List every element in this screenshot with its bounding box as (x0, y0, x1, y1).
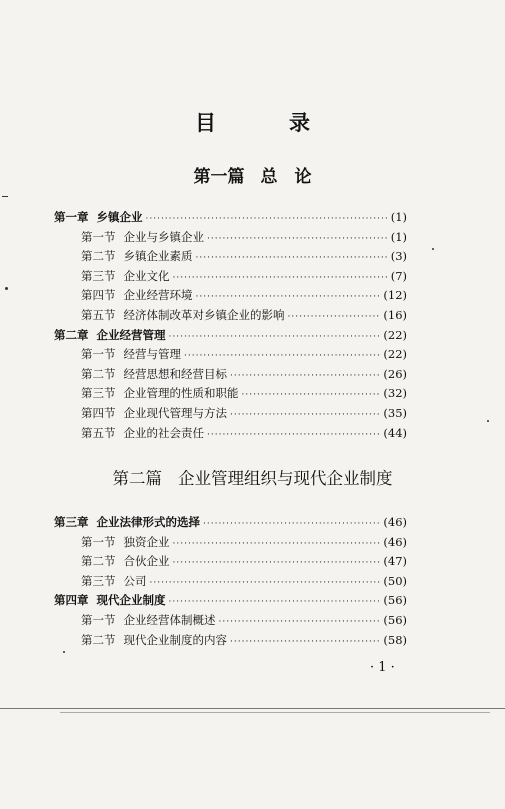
toc-section-entry (81, 344, 407, 361)
scan-speck (487, 420, 489, 422)
toc-entry-title: 企业文化 (123, 268, 170, 283)
footer-rule-secondary (60, 712, 490, 713)
dot-leader (207, 426, 380, 440)
toc-section-entry (81, 305, 407, 322)
toc-section-entry (81, 383, 407, 400)
toc-section-entry (81, 610, 407, 627)
toc-entry-page: (35) (383, 406, 407, 420)
page-title: 目 录 (195, 111, 336, 135)
toc-entry-title: 企业现代管理与方法 (123, 406, 227, 420)
toc-entry-page: (58) (383, 632, 407, 647)
dot-leader (169, 593, 381, 607)
part-heading-2 (0, 465, 505, 489)
dot-leader (230, 406, 380, 420)
toc-section-entry (81, 285, 407, 302)
toc-entry-title: 乡镇企业 (96, 210, 143, 224)
toc-entry-title: 企业法律形式的选择 (96, 515, 200, 529)
toc-entry-page: (50) (383, 573, 407, 588)
toc-entry-page: (1) (390, 210, 407, 224)
toc-entry-label: 第二节 (81, 632, 116, 647)
toc-entry-label: 第三节 (81, 386, 116, 401)
toc-section-entry (81, 423, 407, 440)
toc-entry-title: 公司 (123, 573, 147, 588)
toc-entry-page: (7) (390, 268, 407, 283)
scan-speck (2, 196, 8, 197)
dot-leader (169, 328, 381, 342)
toc-entry-title: 现代企业制度 (96, 593, 166, 608)
toc-entry-label: 第二节 (81, 554, 116, 569)
toc-entry-page: (46) (383, 534, 407, 549)
toc-entry-page: (16) (383, 308, 407, 322)
toc-entry-label: 第一节 (81, 613, 116, 627)
dot-leader (173, 535, 381, 549)
toc-entry-page: (22) (383, 327, 407, 342)
toc-entry-label: 第一节 (81, 534, 116, 549)
toc-section-entry (81, 571, 407, 588)
toc-section-entry (81, 227, 407, 244)
toc-chapter-entry (54, 325, 407, 342)
page-number: · 1 · (370, 660, 395, 675)
toc-entry-title: 企业管理的性质和职能 (123, 386, 239, 401)
scan-speck (5, 287, 8, 290)
toc-entry-title: 经济体制改革对乡镇企业的影响 (123, 308, 285, 322)
dot-leader (242, 386, 381, 400)
toc-entry-label: 第一章 (54, 210, 89, 224)
toc-entry-label: 第三节 (81, 573, 116, 588)
dot-leader (150, 574, 381, 588)
toc-section-entry (81, 551, 407, 568)
toc-entry-label: 第二节 (81, 366, 116, 381)
toc-entry-title: 经营与管理 (123, 347, 181, 362)
footer-rule (0, 708, 505, 709)
toc-entry-title: 现代企业制度的内容 (123, 632, 227, 647)
toc-entry-label: 第四节 (81, 406, 116, 420)
toc-entry-title: 乡镇企业素质 (123, 249, 193, 264)
toc-entry-title: 合伙企业 (123, 554, 170, 569)
dot-leader (230, 633, 380, 647)
toc-entry-page: (12) (383, 288, 407, 303)
toc-section-entry (81, 266, 407, 283)
toc-entry-label: 第二节 (81, 249, 116, 264)
part-name: 总 论 (260, 167, 312, 187)
toc-entry-page: (46) (383, 515, 407, 529)
toc-entry-page: (32) (383, 386, 407, 401)
toc-entry-label: 第五节 (81, 308, 116, 322)
part-name: 企业管理组织与现代企业制度 (178, 469, 393, 488)
dot-leader (203, 515, 380, 529)
scan-speck (432, 248, 434, 250)
toc-section-entry (81, 246, 407, 263)
toc-section-entry (81, 532, 407, 549)
dot-leader (173, 554, 381, 568)
part-number: 第一篇 (193, 167, 245, 187)
toc-entry-title: 企业经营管理 (96, 327, 166, 342)
dot-leader (173, 269, 388, 283)
scan-speck (63, 651, 65, 653)
toc-entry-label: 第四章 (54, 593, 89, 608)
part-heading-1 (0, 162, 505, 187)
part-number: 第二篇 (112, 469, 162, 488)
toc-section-entry (81, 630, 407, 647)
toc-entry-title: 企业经营体制概述 (123, 613, 216, 627)
toc-entry-page: (47) (383, 554, 407, 569)
toc-chapter-entry (54, 590, 407, 607)
toc-chapter-entry (54, 207, 407, 224)
toc-entry-label: 第五节 (81, 425, 116, 440)
toc-entry-label: 第三章 (54, 515, 89, 529)
dot-leader (288, 308, 381, 322)
toc-entry-page: (3) (390, 249, 407, 264)
dot-leader (230, 367, 380, 381)
toc-entry-page: (44) (383, 425, 407, 440)
toc-entry-title: 经营思想和经营目标 (123, 366, 227, 381)
toc-entry-label: 第一节 (81, 229, 116, 244)
dot-leader (196, 249, 388, 263)
toc-entry-page: (56) (383, 593, 407, 608)
dot-leader (196, 288, 381, 302)
toc-entry-title: 企业经营环境 (123, 288, 193, 303)
dot-leader (146, 210, 388, 224)
toc-entry-title: 企业与乡镇企业 (123, 229, 204, 244)
toc-entry-page: (1) (390, 229, 407, 244)
toc-entry-label: 第二章 (54, 327, 89, 342)
toc-entry-page: (22) (383, 347, 407, 362)
toc-entry-label: 第三节 (81, 268, 116, 283)
dot-leader (184, 347, 380, 361)
dot-leader (219, 613, 381, 627)
toc-section-entry (81, 364, 407, 381)
toc-entry-page: (56) (383, 613, 407, 627)
toc-section-entry (81, 403, 407, 420)
toc-entry-title: 企业的社会责任 (123, 425, 204, 440)
toc-entry-page: (26) (383, 366, 407, 381)
toc-entry-title: 独资企业 (123, 534, 170, 549)
toc-chapter-entry (54, 512, 407, 529)
dot-leader (207, 230, 388, 244)
toc-entry-label: 第一节 (81, 347, 116, 362)
toc-entry-label: 第四节 (81, 288, 116, 303)
